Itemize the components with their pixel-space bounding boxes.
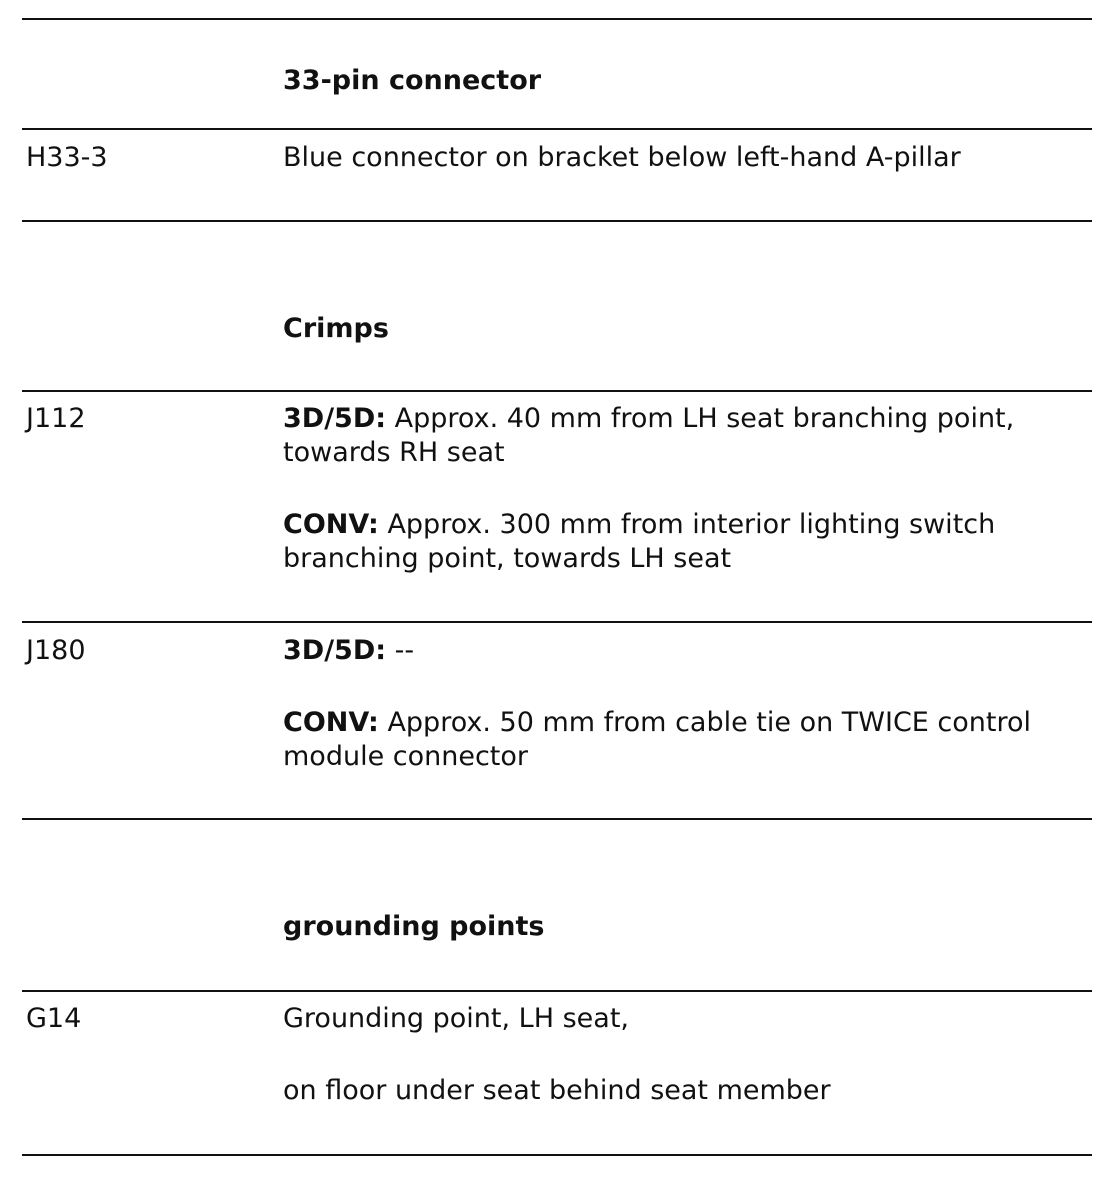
variant-entry <box>283 508 995 542</box>
table-rule <box>22 390 1092 392</box>
component-description: Grounding point, LH seat, <box>283 1003 629 1034</box>
component-description: Blue connector on bracket below left-hand A-pillar <box>283 142 961 173</box>
table-rule <box>22 18 1092 20</box>
component-id: H33-3 <box>26 142 108 173</box>
variant-entry <box>283 706 1031 740</box>
variant-text: Approx. 50 mm from cable tie on TWICE control <box>378 707 1032 738</box>
variant-label: CONV: <box>283 509 379 540</box>
variant-entry <box>283 634 414 668</box>
table-rule <box>22 818 1092 820</box>
variant-label: 3D/5D: <box>283 635 387 666</box>
table-rule <box>22 220 1092 222</box>
section-heading: Crimps <box>283 313 389 344</box>
table-rule <box>22 990 1092 992</box>
component-description-continued: on floor under seat behind seat member <box>283 1075 831 1106</box>
variant-text-continued: towards RH seat <box>283 437 505 468</box>
variant-text-continued: module connector <box>283 741 529 772</box>
section-heading: grounding points <box>283 911 545 942</box>
variant-label: 3D/5D: <box>283 403 387 434</box>
variant-text: Approx. 300 mm from interior lighting switch <box>378 509 996 540</box>
variant-text-continued: branching point, towards LH seat <box>283 543 732 574</box>
variant-label: CONV: <box>283 707 379 738</box>
component-id: G14 <box>26 1003 82 1034</box>
variant-text: Approx. 40 mm from LH seat branching point, <box>386 403 1015 434</box>
variant-text: -- <box>386 635 415 666</box>
component-id: J180 <box>26 635 86 666</box>
section-heading: 33-pin connector <box>283 65 542 96</box>
table-rule <box>22 1154 1092 1156</box>
table-rule <box>22 128 1092 130</box>
component-id: J112 <box>26 403 86 434</box>
variant-entry <box>283 402 1014 436</box>
table-rule <box>22 621 1092 623</box>
